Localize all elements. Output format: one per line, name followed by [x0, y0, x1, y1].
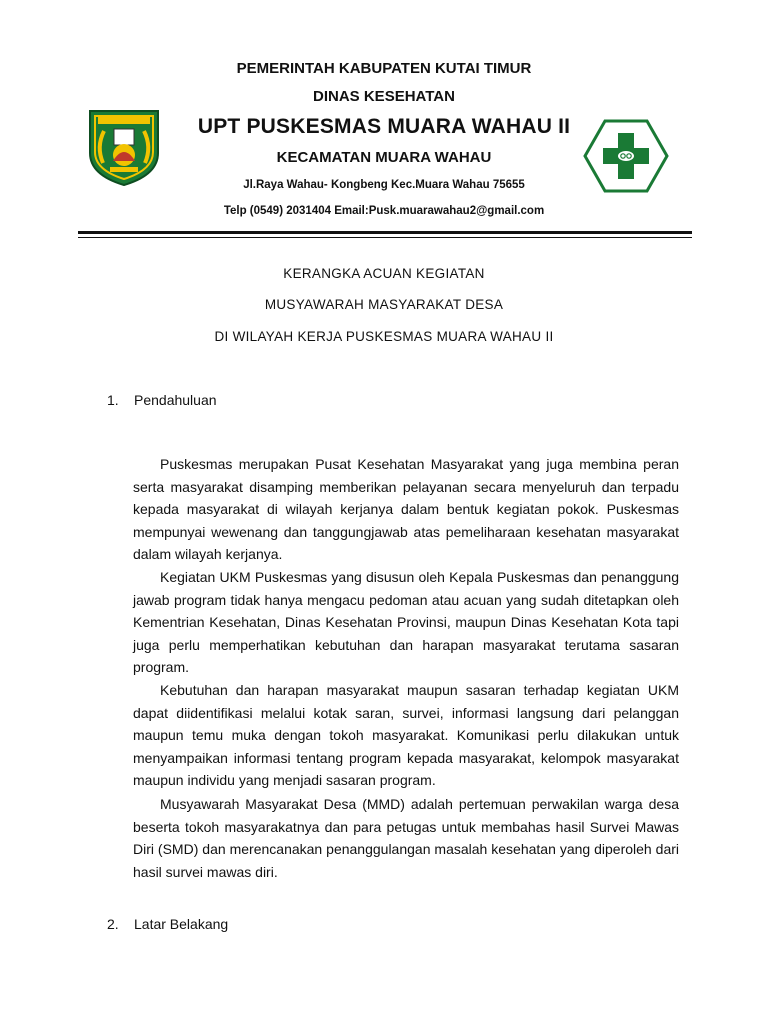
- section-heading-pendahuluan: [107, 392, 217, 408]
- paragraph: Kegiatan UKM Puskesmas yang disusun oleh Kepala Puskesmas dan penanggung jawab program tidak hanya mengacu pedoman atau acuan yang sudah ditetapkan oleh Kementrian Kesehatan, Dinas Kesehatan Provinsi, maupun Dinas Kesehatan Kota tapi juga perlu memperhatikan kebutuhan dan harapan masyarakat terutama sasaran program.: [133, 569, 679, 676]
- letterhead-divider-thick: [78, 231, 692, 234]
- section-number: 2.: [107, 916, 119, 932]
- section-label: Pendahuluan: [134, 392, 217, 408]
- letterhead-institution-text: UPT PUSKESMAS MUARA WAHAU II: [197, 115, 571, 138]
- letterhead-address: Jl.Raya Wahau- Kongbeng Kec.Muara Wahau 75655: [243, 179, 525, 191]
- letterhead-department: DINAS KESEHATAN: [313, 88, 455, 105]
- letterhead-contact: Telp (0549) 2031404 Email:Pusk.muarawahau2@gmail.com: [223, 205, 545, 217]
- paragraph: Kebutuhan dan harapan masyarakat maupun sasaran terhadap kegiatan UKM dapat diidentifikasi melalui kotak saran, survei, informasi langsung dari pelanggan maupun temu muka dengan tokoh masyarakat. Komunikasi perlu dilakukan untuk menyampaikan informasi tentang program kepada masyarakat, kelompok masyarakat maupun individu yang menjadi sasaran program.: [133, 682, 679, 789]
- letterhead-government: PEMERINTAH KABUPATEN KUTAI TIMUR: [236, 60, 532, 77]
- document-scope: DI WILAYAH KERJA PUSKESMAS MUARA WAHAU II: [214, 329, 554, 344]
- paragraph: Musyawarah Masyarakat Desa (MMD) adalah pertemuan perwakilan warga desa beserta tokoh masyarakatnya dan para petugas untuk membahas hasil Survei Mawas Diri (SMD) dan merencanakan penanggulangan masalah kesehatan yang diperoleh dari hasil survei mawas diri.: [133, 796, 679, 880]
- letterhead-institution: [0, 115, 768, 139]
- document-subtitle: MUSYAWARAH MASYARAKAT DESA: [264, 297, 504, 312]
- document-title: KERANGKA ACUAN KEGIATAN: [283, 266, 485, 281]
- letterhead-divider-thin: [78, 237, 692, 238]
- section-number: 1.: [107, 392, 119, 408]
- paragraph: Puskesmas merupakan Pusat Kesehatan Masyarakat yang juga membina peran serta masyarakat disamping memberikan pelayanan secara menyeluruh dan terpadu kepada masyarakat di wilayah kerjanya dalam bentuk kegiatan pokok. Puskesmas mempunyai wewenang dan tanggungjawab atas pemeliharaan kesehatan masyarakat dalam wilayah kerjanya.: [133, 456, 679, 563]
- section-label: Latar Belakang: [134, 916, 229, 932]
- section-heading-latar-belakang: [107, 916, 228, 932]
- letterhead-district: KECAMATAN MUARA WAHAU: [276, 149, 492, 166]
